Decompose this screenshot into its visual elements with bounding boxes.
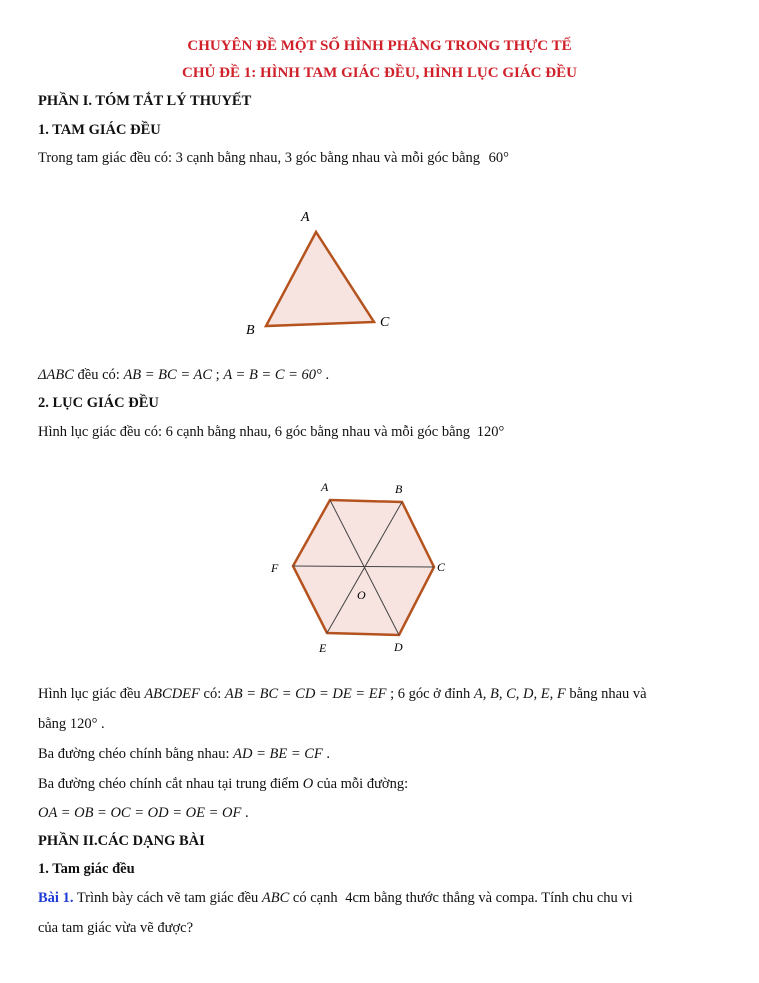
exercise-text-a: Trình bày cách vẽ tam giác đều: [73, 890, 262, 906]
triangle-caption-sym: ΔABC: [38, 367, 74, 383]
hex-line2-a: bằng: [38, 716, 70, 732]
part1-heading: PHẦN I. TÓM TẮT LÝ THUYẾT: [38, 93, 252, 109]
exercise-size: 4cm: [345, 890, 371, 906]
hex-line3-eq: AD = BE = CF: [233, 746, 323, 762]
exercise-1-line-1: [38, 889, 633, 907]
hex-label-c: C: [437, 560, 446, 574]
exercise-text-c: bằng thước thẳng và compa. Tính chu chu vi: [370, 890, 633, 906]
triangle-shape: [266, 232, 374, 326]
triangle-intro: [38, 149, 509, 167]
hex-line2-value: 120°: [69, 716, 98, 732]
triangle-caption-text: đều có:: [73, 367, 124, 383]
triangle-caption: [38, 366, 329, 384]
page-title: CHUYÊN ĐỀ MỘT SỐ HÌNH PHẲNG TRONG THỰC TẾ: [187, 38, 572, 54]
hexagon-shape: [293, 500, 434, 635]
vertex-label-b: B: [246, 323, 255, 338]
exercise-name: ABC: [261, 890, 290, 906]
triangle-caption-eq1: AB = BC = AC: [123, 367, 213, 383]
hex-line1-d: bằng nhau và: [565, 686, 647, 702]
hex-label-a: A: [321, 480, 329, 494]
hex-label-o: O: [357, 588, 366, 602]
vertex-label-a: A: [301, 210, 310, 225]
vertex-label-c: C: [380, 315, 390, 330]
hexagon-line-5: [38, 804, 249, 822]
hex-line1-b: có:: [199, 686, 225, 702]
hex-line4-point: O: [302, 776, 314, 792]
exercise-1-line-2: của tam giác vừa vẽ được?: [38, 920, 194, 936]
hexagon-intro-text: Hình lục giác đều có: 6 cạnh bằng nhau, 6 góc bằng nhau và mỗi góc bằng: [38, 424, 471, 440]
hexagon-heading: 2. LỤC GIÁC ĐỀU: [38, 395, 159, 411]
triangle-caption-end: .: [321, 367, 330, 383]
hex-line1-name: ABCDEF: [144, 686, 200, 702]
hexagon-line-3: [38, 745, 330, 763]
triangle-intro-value: 60°: [488, 150, 509, 166]
hex-line1-eq: AB = BC = CD = DE = EF: [224, 686, 387, 702]
hexagon-line-2: [38, 715, 105, 733]
hex-line5-end: .: [241, 805, 249, 821]
exercise-label: Bài 1.: [38, 890, 74, 906]
triangle-caption-eq2: A = B = C = 60°: [223, 367, 322, 383]
exercise-text-b: có cạnh: [289, 890, 342, 906]
hexagon-line-4: [38, 775, 408, 793]
triangle-heading: 1. TAM GIÁC ĐỀU: [38, 122, 161, 138]
section-heading-triangle: 1. Tam giác đều: [38, 861, 135, 877]
triangle-figure: [240, 205, 400, 338]
hex-label-f: F: [271, 561, 279, 575]
hexagon-line-1: [38, 685, 647, 703]
hex-line3-end: .: [322, 746, 331, 762]
hex-line2-end: .: [97, 716, 105, 732]
page-subtitle: CHỦ ĐỀ 1: HÌNH TAM GIÁC ĐỀU, HÌNH LỤC GIÁC ĐỀU: [182, 65, 577, 81]
hex-line1-vertices: A, B, C, D, E, F: [473, 686, 566, 702]
triangle-caption-sep: ;: [212, 367, 224, 383]
hex-label-e: E: [319, 641, 327, 655]
hex-line4-b: của mỗi đường:: [313, 776, 409, 792]
hex-line5-eq: OA = OB = OC = OD = OE = OF: [38, 805, 242, 821]
hex-label-b: B: [395, 482, 403, 496]
hex-line4-a: Ba đường chéo chính cắt nhau tại trung điểm: [38, 776, 303, 792]
hexagon-figure: [262, 473, 462, 663]
hexagon-intro: [38, 423, 504, 441]
triangle-intro-text: Trong tam giác đều có: 3 cạnh bằng nhau, 3 góc bằng nhau và mỗi góc bằng: [38, 150, 481, 166]
hex-line1-a: Hình lục giác đều: [38, 686, 145, 702]
hex-line3-a: Ba đường chéo chính bằng nhau:: [38, 746, 234, 762]
hexagon-intro-value: 120°: [476, 424, 505, 440]
hex-label-d: D: [394, 640, 403, 654]
part2-heading: PHẦN II.CÁC DẠNG BÀI: [38, 833, 205, 849]
hex-line1-c: ; 6 góc ở đỉnh: [386, 686, 474, 702]
